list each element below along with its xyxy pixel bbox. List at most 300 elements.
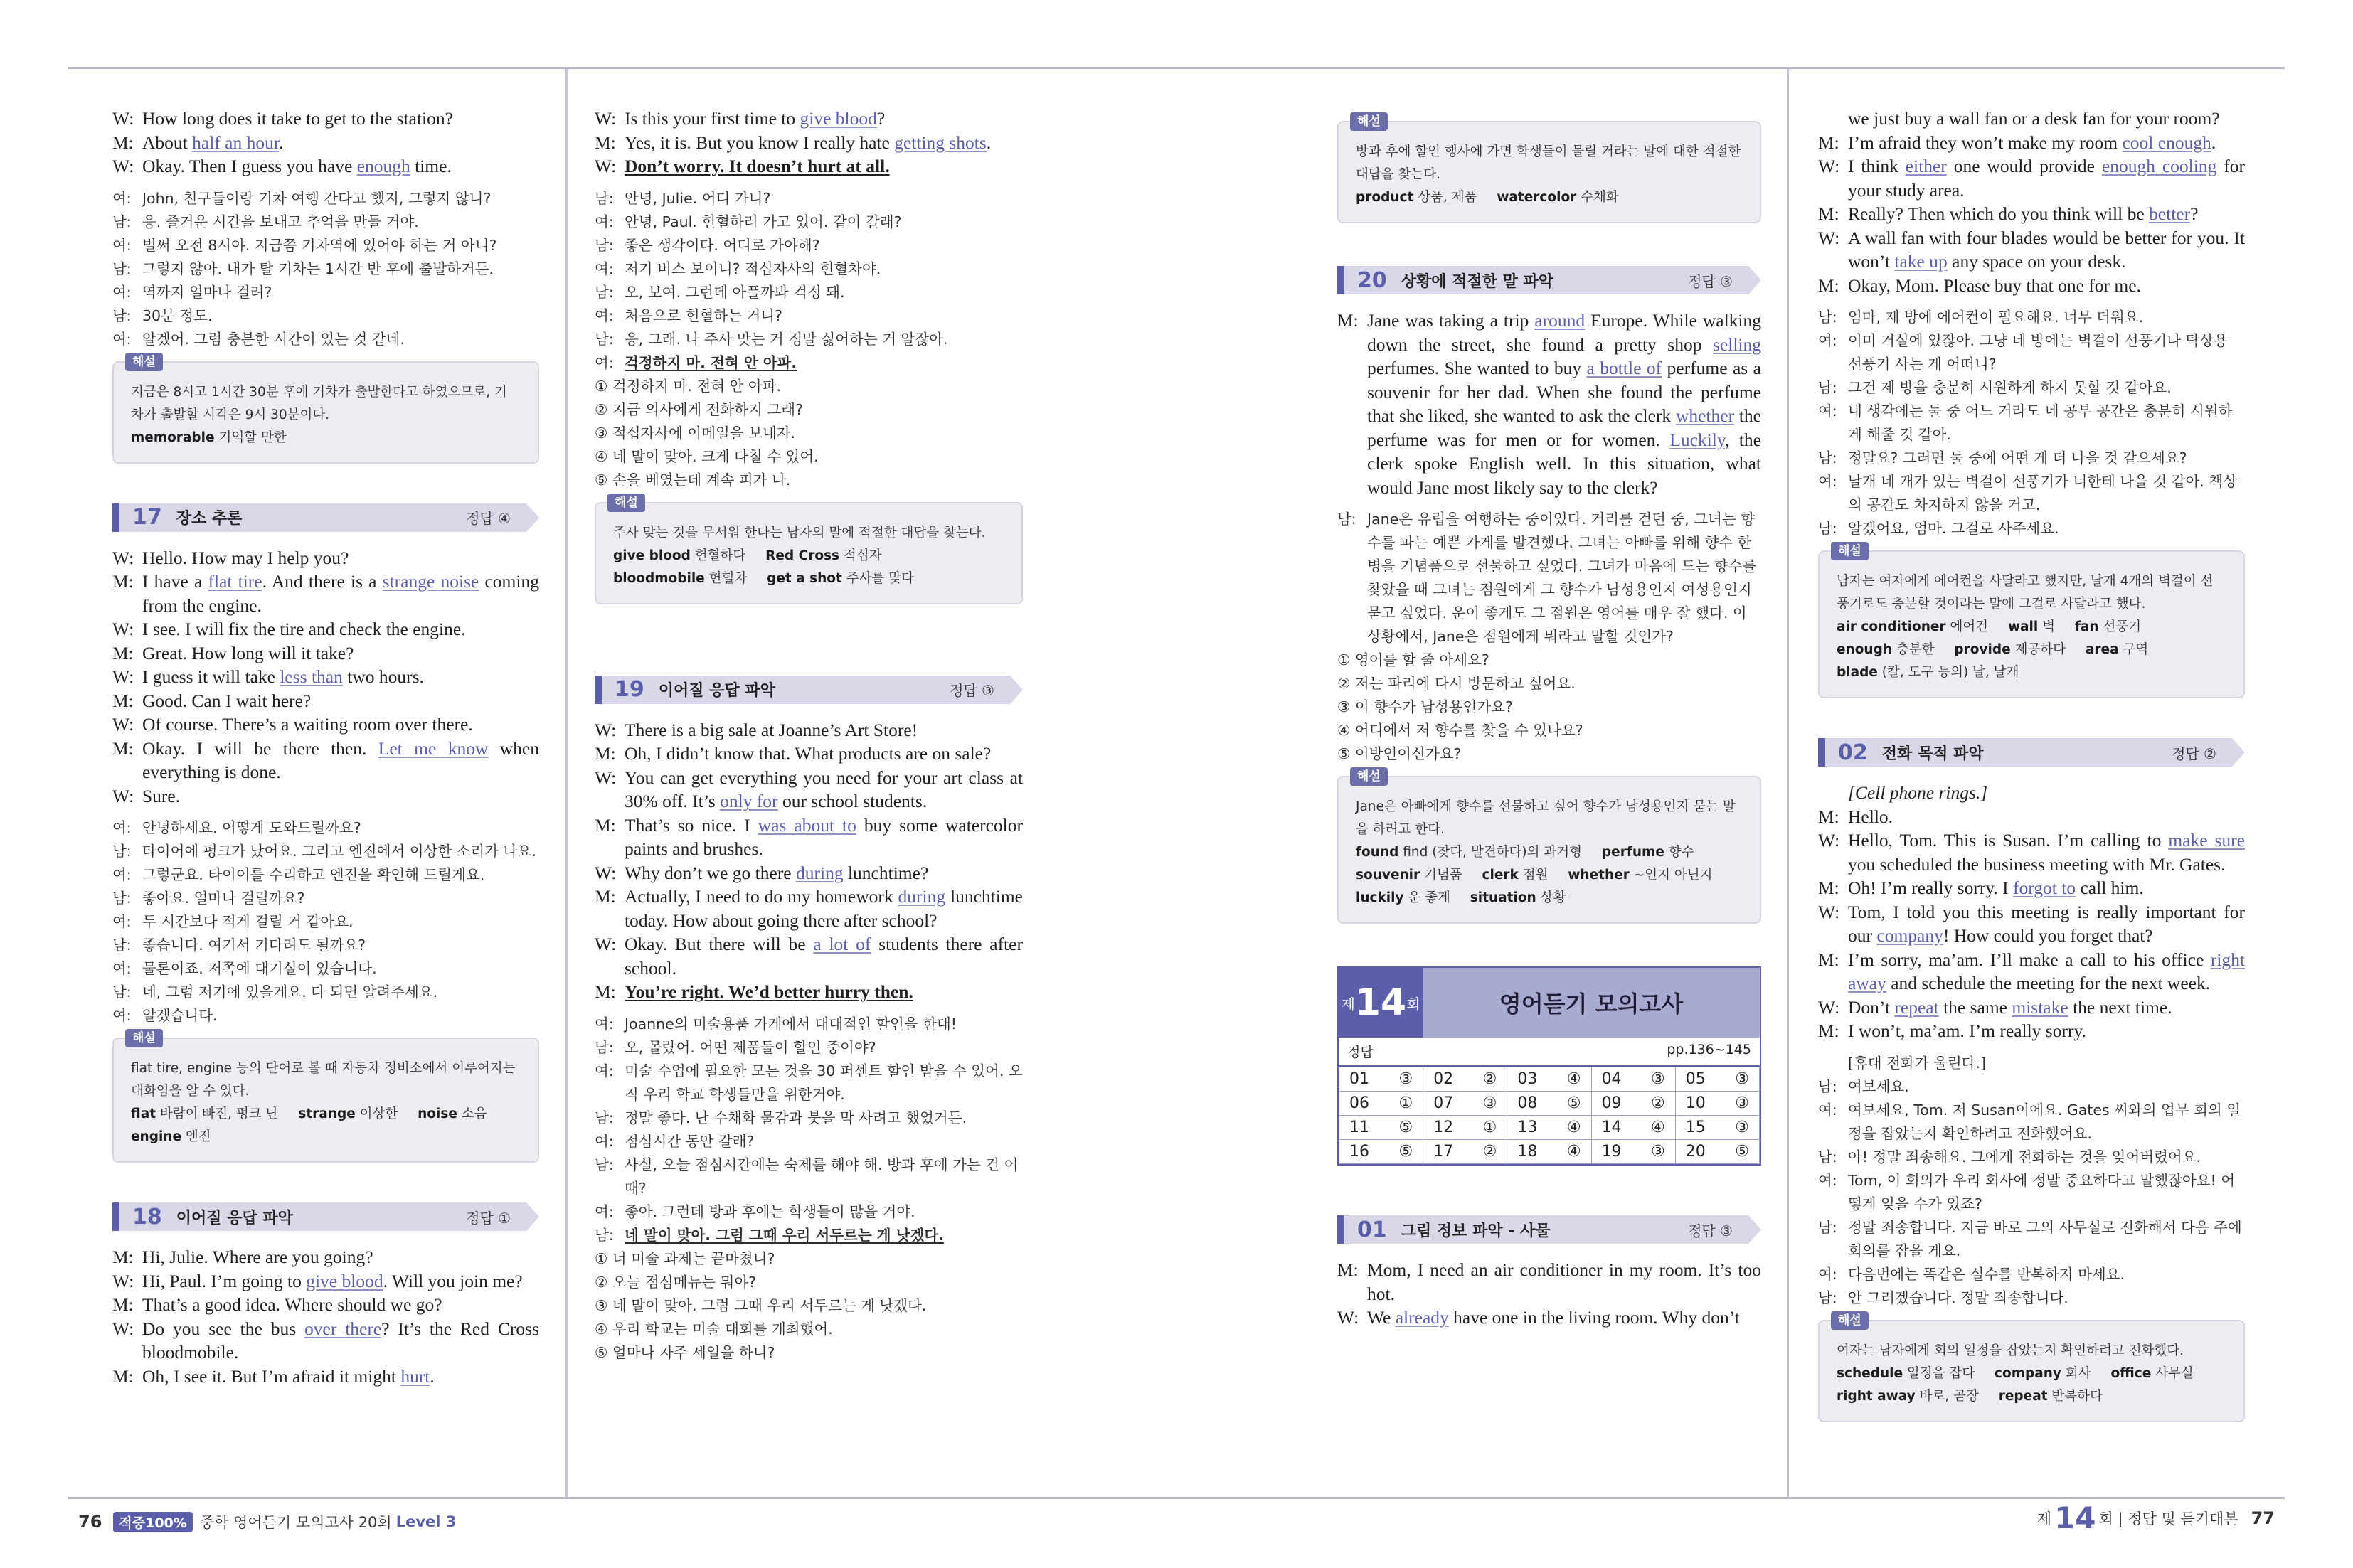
line bbox=[112, 304, 539, 328]
speaker: W: bbox=[112, 785, 134, 806]
utterance: I’m afraid they won’t make my room cool enough. bbox=[1848, 132, 2216, 153]
answer-mark: ③ bbox=[1398, 1070, 1413, 1088]
speaker: W: bbox=[112, 714, 134, 735]
utterance: 30분 정도. bbox=[142, 306, 213, 324]
speaker: M: bbox=[1818, 949, 1839, 970]
answer-key-cell bbox=[1675, 1140, 1759, 1164]
speaker: 여: bbox=[595, 213, 614, 230]
utterance: Tom, 이 회의가 우리 회사에 정말 중요하다고 말했잖아요! 어떻게 잊을 수가 있죠? bbox=[1848, 1171, 2236, 1212]
line bbox=[1818, 400, 2245, 447]
speaker: M: bbox=[1337, 1259, 1359, 1280]
speaker: 남: bbox=[112, 983, 132, 1001]
speaker: M: bbox=[112, 1247, 134, 1267]
dialogue bbox=[1818, 781, 2245, 1043]
answer-mark: ③ bbox=[1482, 1094, 1497, 1112]
utterance: I have a flat tire. And there is a strange noise coming from the engine. bbox=[142, 571, 539, 616]
question-no: 18 bbox=[1517, 1143, 1538, 1161]
answer-key-cell bbox=[1591, 1092, 1675, 1116]
vocab-item: clerk 점원 bbox=[1482, 868, 1549, 882]
speaker: W: bbox=[595, 156, 617, 176]
explanation-box bbox=[1818, 1313, 2245, 1422]
line bbox=[112, 546, 539, 570]
line bbox=[112, 957, 539, 981]
answer-option: ④ 어디에서 저 향수를 찾을 수 있나요? bbox=[1337, 722, 1583, 739]
line bbox=[112, 737, 539, 784]
answer-option: ① 걱정하지 마. 전혀 안 아파. bbox=[595, 377, 782, 395]
answer-label: 정답 ③ bbox=[1688, 1222, 1733, 1239]
answer-mark: ④ bbox=[1566, 1119, 1581, 1136]
explanation-tag: 해설 bbox=[125, 1029, 163, 1047]
line bbox=[595, 1036, 1023, 1060]
line bbox=[112, 1317, 539, 1365]
answer-key-cell bbox=[1423, 1116, 1507, 1140]
utterance: 그건 제 방을 충분히 시원하게 하지 못할 것 같아요. bbox=[1848, 379, 2172, 396]
utterance: 알겠습니다. bbox=[142, 1007, 218, 1024]
options-list bbox=[595, 1247, 1023, 1365]
bottom-rule bbox=[68, 1497, 2285, 1499]
speaker: 남: bbox=[595, 1109, 614, 1126]
vocab-item: situation 상황 bbox=[1470, 890, 1566, 905]
answer-option: ⑤ 이방인이신가요? bbox=[1337, 745, 1462, 762]
explanation-tag: 해설 bbox=[607, 494, 645, 512]
answer-mark: ③ bbox=[1651, 1143, 1665, 1161]
line bbox=[112, 210, 539, 234]
explanation-text: Jane은 아빠에게 향수를 선물하고 싶어 향수가 남성용인지 묻는 말을 하려고 한다. bbox=[1356, 799, 1736, 837]
answer-option: ④ 네 말이 맞아. 크게 다칠 수 있어. bbox=[595, 447, 819, 465]
answer-label: 정답 ③ bbox=[950, 682, 994, 699]
vocab-list bbox=[1356, 841, 1741, 910]
line bbox=[1818, 1169, 2245, 1216]
answer-label: 정답 ① bbox=[466, 1209, 511, 1227]
answer-option: ④ 우리 학교는 미술 대회를 개최했어. bbox=[595, 1320, 833, 1338]
footer-section: 회 | 정답 및 듣기대본 bbox=[2098, 1510, 2238, 1527]
line bbox=[1818, 470, 2245, 517]
line bbox=[112, 1293, 539, 1317]
utterance: Hello, Tom. This is Susan. I’m calling to make sure you scheduled the business meeting with Mr. Gates. bbox=[1848, 830, 2245, 875]
answer-key-cell bbox=[1507, 1067, 1591, 1092]
speaker: W: bbox=[112, 1318, 134, 1339]
monologue bbox=[1337, 309, 1761, 499]
line bbox=[595, 861, 1023, 885]
speaker: M: bbox=[1818, 878, 1839, 898]
question-number: 01 bbox=[1357, 1217, 1387, 1242]
line bbox=[1337, 309, 1761, 499]
translation bbox=[595, 1013, 1023, 1247]
question-no: 04 bbox=[1601, 1070, 1622, 1088]
book-title: 중학 영어듣기 모의고사 20회 bbox=[199, 1514, 392, 1531]
answer-key-cell bbox=[1675, 1116, 1759, 1140]
vocab-item: repeat 반복하다 bbox=[1998, 1388, 2103, 1404]
speaker: M: bbox=[112, 132, 134, 153]
utterance: 물론이죠. 저쪽에 대기실이 있습니다. bbox=[142, 960, 377, 977]
utterance: 정말요? 그러면 둘 중에 어떤 게 더 나을 것 같으세요? bbox=[1848, 449, 2187, 466]
explanation-text: 지금은 8시고 1시간 30분 후에 기차가 출발한다고 하였으므로, 기차가 출발할 시각은 9시 30분이다. bbox=[131, 384, 507, 422]
answer-key-row bbox=[1339, 1140, 1760, 1164]
vocab-item: enough 충분한 bbox=[1837, 642, 1935, 657]
utterance: 오, 보여. 그런데 아플까봐 걱정 돼. bbox=[625, 283, 845, 301]
speaker: W: bbox=[1818, 227, 1840, 248]
answer-mark: ④ bbox=[1566, 1070, 1581, 1088]
speaker: 남: bbox=[1818, 1289, 1837, 1306]
utterance: 정말 죄송합니다. 지금 바로 그의 사무실로 전화해서 다음 주에 회의를 잡을 게요. bbox=[1848, 1218, 2242, 1259]
utterance: 이미 거실에 있잖아. 그냥 네 방에는 벽걸이 선풍기나 탁상용 선풍기 사는 게 어떠니? bbox=[1848, 332, 2228, 373]
utterance: A wall fan with four blades would be better for you. It won’t take up any space on your desk. bbox=[1848, 227, 2245, 272]
answer-key-cell bbox=[1675, 1067, 1759, 1092]
question-header-18 bbox=[112, 1202, 539, 1231]
speaker: 남: bbox=[595, 330, 614, 348]
utterance: 안녕하세요. 어떻게 도와드릴까요? bbox=[142, 819, 361, 836]
speaker: 여: bbox=[595, 260, 614, 277]
line bbox=[595, 257, 1023, 281]
speaker: 남: bbox=[595, 1038, 614, 1056]
answer-key-header bbox=[1339, 968, 1760, 1038]
utterance: 좋은 생각이다. 어디로 가야해? bbox=[625, 236, 820, 254]
speaker: W: bbox=[595, 719, 617, 740]
answer-option: ⑤ 손을 베였는데 계속 피가 나. bbox=[595, 471, 791, 489]
speaker: W: bbox=[112, 619, 134, 639]
line bbox=[1818, 107, 2245, 131]
question-header-20 bbox=[1337, 266, 1761, 294]
speaker: 남: bbox=[1818, 1218, 1837, 1236]
utterance: 벌써 오전 8시야. 지금쯤 기차역에 있어야 하는 거 아니? bbox=[142, 236, 497, 254]
vocab-item: office 사무실 bbox=[2110, 1365, 2194, 1381]
speaker: 남: bbox=[1818, 520, 1837, 537]
line bbox=[112, 665, 539, 689]
question-number: 17 bbox=[132, 505, 162, 530]
line bbox=[1337, 508, 1761, 649]
explanation-text: 여자는 남자에게 회의 일정을 잡았는지 확인하려고 전화했다. bbox=[1837, 1343, 2184, 1358]
line bbox=[595, 814, 1023, 861]
question-no: 03 bbox=[1517, 1070, 1538, 1088]
vocab-list bbox=[131, 1103, 519, 1148]
utterance: Joanne의 미술용품 가게에서 대대적인 할인을 한대! bbox=[625, 1015, 957, 1033]
footer-right bbox=[2037, 1500, 2275, 1535]
speaker: 남: bbox=[112, 260, 132, 277]
speaker: 남: bbox=[595, 189, 614, 207]
question-type: 상황에 적절한 말 파악 bbox=[1401, 272, 1553, 291]
vocab-item: noise 소음 bbox=[418, 1106, 487, 1121]
line bbox=[595, 154, 1023, 178]
utterance: Why don’t we go there during lunchtime? bbox=[625, 862, 929, 883]
vocab-item: perfume 향수 bbox=[1601, 845, 1694, 860]
utterance: 아! 정말 죄송해요. 그에게 전화하는 것을 잊어버렸어요. bbox=[1848, 1148, 2201, 1166]
answer-label: 정답 ③ bbox=[1688, 272, 1733, 290]
line bbox=[595, 1106, 1023, 1130]
line bbox=[1818, 447, 2245, 470]
utterance: John, 친구들이랑 기차 여행 간다고 했지, 그렇지 않니? bbox=[142, 189, 492, 207]
utterance: 알겠어. 그럼 충분한 시간이 있는 것 같네. bbox=[142, 330, 405, 348]
line bbox=[595, 1200, 1023, 1224]
line bbox=[112, 840, 539, 863]
line bbox=[1818, 1099, 2245, 1146]
explanation-tag: 해설 bbox=[1350, 767, 1388, 786]
speaker: 남: bbox=[1818, 1077, 1837, 1095]
line bbox=[595, 1013, 1023, 1036]
line bbox=[595, 304, 1023, 328]
explanation-text: flat tire, engine 등의 단어로 볼 때 자동차 정비소에서 이루어지는 대화임을 알 수 있다. bbox=[131, 1061, 516, 1099]
speaker: W: bbox=[112, 1270, 134, 1291]
speaker: W: bbox=[1818, 156, 1840, 176]
utterance: 네, 그럼 저기에 있을게요. 다 되면 알려주세요. bbox=[142, 983, 438, 1001]
question-no: 08 bbox=[1517, 1094, 1538, 1112]
speaker: 여: bbox=[1818, 332, 1837, 349]
vocab-item: strange 이상한 bbox=[298, 1106, 398, 1121]
line bbox=[112, 934, 539, 957]
translation bbox=[112, 187, 539, 351]
answer-key-cell bbox=[1591, 1067, 1675, 1092]
dialogue bbox=[112, 1245, 539, 1388]
vocab-item: whether ~인지 아닌지 bbox=[1568, 868, 1713, 882]
explanation-box bbox=[112, 1031, 539, 1163]
speaker: W: bbox=[1818, 830, 1840, 850]
explanation-tag: 해설 bbox=[1831, 1311, 1869, 1330]
question-no: 01 bbox=[1349, 1070, 1369, 1088]
speaker: 여: bbox=[595, 353, 614, 371]
speaker: W: bbox=[112, 156, 134, 176]
utterance: I’m sorry, ma’am. I’ll make a call to his office right away and schedule the meeting for the next week. bbox=[1848, 949, 2245, 993]
question-type: 이어질 응답 파악 bbox=[176, 1209, 293, 1227]
answer-key-pages: pp.136~145 bbox=[1667, 1042, 1751, 1057]
utterance: 여보세요, Tom. 저 Susan이에요. Gates 씨와의 업무 회의 일정을 잡았는지 확인하려고 전화했어요. bbox=[1848, 1101, 2241, 1142]
vocab-item: souvenir 기념품 bbox=[1356, 868, 1462, 882]
line bbox=[1818, 131, 2245, 155]
vocab-item: give blood 헌혈하다 bbox=[613, 548, 746, 563]
answer-key-table bbox=[1339, 1067, 1760, 1164]
line bbox=[112, 234, 539, 257]
line bbox=[112, 570, 539, 617]
dialogue bbox=[112, 546, 539, 809]
speaker: 남: bbox=[112, 937, 132, 954]
vocab-list bbox=[1837, 616, 2225, 684]
speaker: 남: bbox=[112, 890, 132, 907]
line bbox=[112, 641, 539, 666]
utterance: Tom, I told you this meeting is really important for our company! How could you forget that? bbox=[1848, 901, 2245, 946]
question-no: 20 bbox=[1685, 1143, 1706, 1161]
translation bbox=[1337, 508, 1761, 649]
vocab-item: right away 바로, 곧장 bbox=[1837, 1388, 1979, 1404]
speaker: W: bbox=[1818, 996, 1840, 1018]
answer-option: ② 지금 의사에게 전화하지 그래? bbox=[595, 400, 803, 418]
utterance: Really? Then which do you think will be better? bbox=[1848, 203, 2199, 224]
question-no: 09 bbox=[1601, 1094, 1622, 1112]
answer-key-cell bbox=[1675, 1092, 1759, 1116]
speaker: M: bbox=[1818, 274, 1839, 296]
utterance: Yes, it is. But you know I really hate getting shots. bbox=[625, 132, 992, 153]
speaker: 여: bbox=[595, 1062, 614, 1079]
speaker: 남: bbox=[1818, 1148, 1837, 1166]
speaker: 여: bbox=[595, 1015, 614, 1033]
answer-key-row bbox=[1339, 1092, 1760, 1116]
answer-mark: ③ bbox=[1651, 1070, 1665, 1088]
question-no: 06 bbox=[1349, 1094, 1369, 1112]
question-no: 12 bbox=[1433, 1119, 1454, 1136]
utterance: Hello. bbox=[1848, 806, 1893, 827]
answer-key-cell bbox=[1507, 1092, 1591, 1116]
speaker: 여: bbox=[112, 913, 132, 930]
speaker: 남: bbox=[1818, 379, 1837, 396]
question-header-17 bbox=[112, 503, 539, 532]
utterance: Mom, I need an air conditioner in my room. It’s too hot. bbox=[1367, 1259, 1761, 1304]
question-header-19 bbox=[595, 676, 1023, 704]
vocab-item: memorable 기억할 만한 bbox=[131, 430, 287, 445]
answer-key-cell bbox=[1339, 1067, 1423, 1092]
utterance: 날개 네 개가 있는 벽걸이 선풍기가 너한테 나을 것 같아. 책상의 공간도 차지하지 않을 거고. bbox=[1848, 473, 2237, 513]
explanation-text: 남자는 여자에게 에어컨을 사달라고 했지만, 날개 4개의 벽걸이 선풍기로도 충분할 것이라는 말에 그걸로 사달라고 했다. bbox=[1837, 574, 2214, 612]
line bbox=[112, 689, 539, 713]
vocab-list bbox=[613, 545, 1003, 590]
speaker: 여: bbox=[112, 283, 132, 301]
speaker: M: bbox=[595, 886, 616, 907]
line bbox=[595, 187, 1023, 210]
line bbox=[1818, 996, 2245, 1020]
line bbox=[595, 131, 1023, 155]
utterance: You’re right. We’d better hurry then. bbox=[625, 981, 913, 1002]
speaker: 남: bbox=[1818, 309, 1837, 326]
dialogue bbox=[1337, 1258, 1761, 1330]
utterance: Okay. I will be there then. Let me know when everything is done. bbox=[142, 737, 539, 782]
question-no: 19 bbox=[1601, 1143, 1622, 1161]
line bbox=[595, 281, 1023, 304]
answer-key-cell bbox=[1339, 1140, 1423, 1164]
line bbox=[595, 107, 1023, 131]
line bbox=[112, 1269, 539, 1294]
speaker bbox=[1818, 107, 1848, 131]
vocab-list bbox=[1837, 1362, 2225, 1408]
speaker: M: bbox=[1818, 132, 1839, 153]
speaker: M: bbox=[595, 981, 616, 1002]
explanation-box bbox=[1337, 769, 1761, 924]
vocab-item: air conditioner 에어컨 bbox=[1837, 619, 1989, 634]
speaker: 남: bbox=[595, 1226, 614, 1244]
speaker: M: bbox=[112, 737, 134, 759]
line bbox=[112, 713, 539, 737]
line bbox=[1337, 1258, 1761, 1306]
utterance: Oh, I see it. But I’m afraid it might hurt. bbox=[142, 1365, 435, 1387]
line bbox=[112, 328, 539, 351]
line bbox=[1818, 1075, 2245, 1099]
column-4 bbox=[1818, 107, 2245, 1490]
page-number: 76 bbox=[78, 1512, 102, 1532]
line bbox=[1818, 274, 2245, 298]
line bbox=[112, 1004, 539, 1028]
utterance: 사실, 오늘 점심시간에는 숙제를 해야 해. 방과 후에 가는 건 어때? bbox=[625, 1156, 1019, 1197]
line bbox=[1818, 517, 2245, 540]
line bbox=[1818, 1146, 2245, 1169]
answer-key-row bbox=[1339, 1067, 1760, 1092]
column-2 bbox=[595, 107, 1023, 1490]
explanation-tag: 해설 bbox=[1350, 112, 1388, 131]
column-separator bbox=[1787, 69, 1789, 1497]
utterance: [Cell phone rings.] bbox=[1848, 782, 1988, 803]
speaker: 여: bbox=[112, 960, 132, 977]
utterance: 두 시간보다 적게 걸릴 거 같아요. bbox=[142, 913, 354, 930]
vocab-item: product 상품, 제품 bbox=[1356, 190, 1477, 205]
utterance: Okay, Mom. Please buy that one for me. bbox=[1848, 274, 2141, 296]
answer-key-cell bbox=[1507, 1140, 1591, 1164]
answer-mark: ⑤ bbox=[1398, 1119, 1413, 1136]
explanation-box bbox=[1337, 114, 1761, 223]
speaker: 여: bbox=[112, 330, 132, 348]
line bbox=[595, 980, 1023, 1004]
speaker: 여: bbox=[112, 866, 132, 883]
speaker: W: bbox=[112, 666, 134, 687]
speaker: 여: bbox=[595, 1202, 614, 1220]
line bbox=[112, 257, 539, 281]
speaker: 여: bbox=[112, 236, 132, 254]
utterance: That’s so nice. I was about to buy some watercolor paints and brushes. bbox=[625, 814, 1023, 859]
test-number-suffix: 회 bbox=[1406, 995, 1420, 1013]
vocab-item: provide 제공하다 bbox=[1954, 642, 2066, 657]
utterance: we just buy a wall fan or a desk fan for your room? bbox=[1848, 108, 2220, 129]
line bbox=[1818, 1216, 2245, 1263]
translation bbox=[595, 187, 1023, 375]
line bbox=[112, 784, 539, 809]
line bbox=[1818, 948, 2245, 996]
line bbox=[595, 932, 1023, 980]
answer-option: ③ 이 향수가 남성용인가요? bbox=[1337, 698, 1513, 715]
question-header-01 bbox=[1337, 1215, 1761, 1244]
vocab-item: Red Cross 적십자 bbox=[765, 548, 882, 563]
question-number: 02 bbox=[1838, 740, 1868, 765]
utterance: You can get everything you need for your art class at 30% off. It’s only for our school students. bbox=[625, 767, 1023, 811]
answer-key-cell bbox=[1507, 1116, 1591, 1140]
utterance: Sure. bbox=[142, 785, 181, 806]
speaker: 여: bbox=[1818, 402, 1837, 420]
test-number: 14 bbox=[1354, 981, 1407, 1024]
speaker: 남: bbox=[1337, 511, 1356, 528]
utterance: There is a big sale at Joanne’s Art Store! bbox=[625, 719, 918, 740]
line bbox=[1818, 828, 2245, 876]
line bbox=[112, 617, 539, 641]
speaker: W: bbox=[595, 767, 617, 788]
answer-option: ③ 적십자사에 이메일을 보내자. bbox=[595, 424, 796, 442]
dialogue bbox=[112, 107, 539, 178]
speaker: W: bbox=[1337, 1307, 1359, 1328]
utterance: I think either one would provide enough cooling for your study area. bbox=[1848, 156, 2245, 201]
speaker: 여: bbox=[1818, 1101, 1837, 1119]
options-list bbox=[595, 375, 1023, 492]
vocab-item: area 구역 bbox=[2085, 642, 2149, 657]
answer-key-cell bbox=[1423, 1140, 1507, 1164]
utterance: 걱정하지 마. 전혀 안 아파. bbox=[625, 353, 797, 371]
line bbox=[1818, 900, 2245, 948]
utterance: Hi, Paul. I’m going to give blood. Will you join me? bbox=[142, 1270, 523, 1291]
utterance: Good. Can I wait here? bbox=[142, 690, 312, 711]
speaker: M: bbox=[112, 642, 134, 663]
series-badge: 적중100% bbox=[113, 1512, 192, 1532]
utterance: 좋아요. 얼마나 걸릴까요? bbox=[142, 890, 305, 907]
answer-mark: ③ bbox=[1735, 1094, 1749, 1112]
utterance: 그렇지 않아. 내가 탈 기차는 1시간 반 후에 출발하거든. bbox=[142, 260, 494, 277]
options-list bbox=[1337, 649, 1761, 766]
question-no: 10 bbox=[1685, 1094, 1706, 1112]
speaker: 여: bbox=[1818, 1171, 1837, 1189]
question-type: 이어질 응답 파악 bbox=[658, 682, 775, 700]
line bbox=[595, 742, 1023, 766]
utterance: Okay. But there will be a lot of students there after school. bbox=[625, 934, 1023, 978]
line bbox=[112, 131, 539, 155]
dialogue bbox=[595, 718, 1023, 1004]
utterance: Don’t repeat the same mistake the next time. bbox=[1848, 996, 2172, 1018]
utterance: Of course. There’s a waiting room over there. bbox=[142, 714, 473, 735]
translation bbox=[1818, 306, 2245, 540]
vocab-item: company 회사 bbox=[1995, 1365, 2091, 1381]
answer-mark: ④ bbox=[1566, 1143, 1581, 1161]
answer-mark: ① bbox=[1482, 1119, 1497, 1136]
speaker: M: bbox=[595, 132, 616, 153]
speaker: 여: bbox=[595, 306, 614, 324]
utterance: 좋아. 그런데 방과 후에는 학생들이 많을 거야. bbox=[625, 1202, 915, 1220]
